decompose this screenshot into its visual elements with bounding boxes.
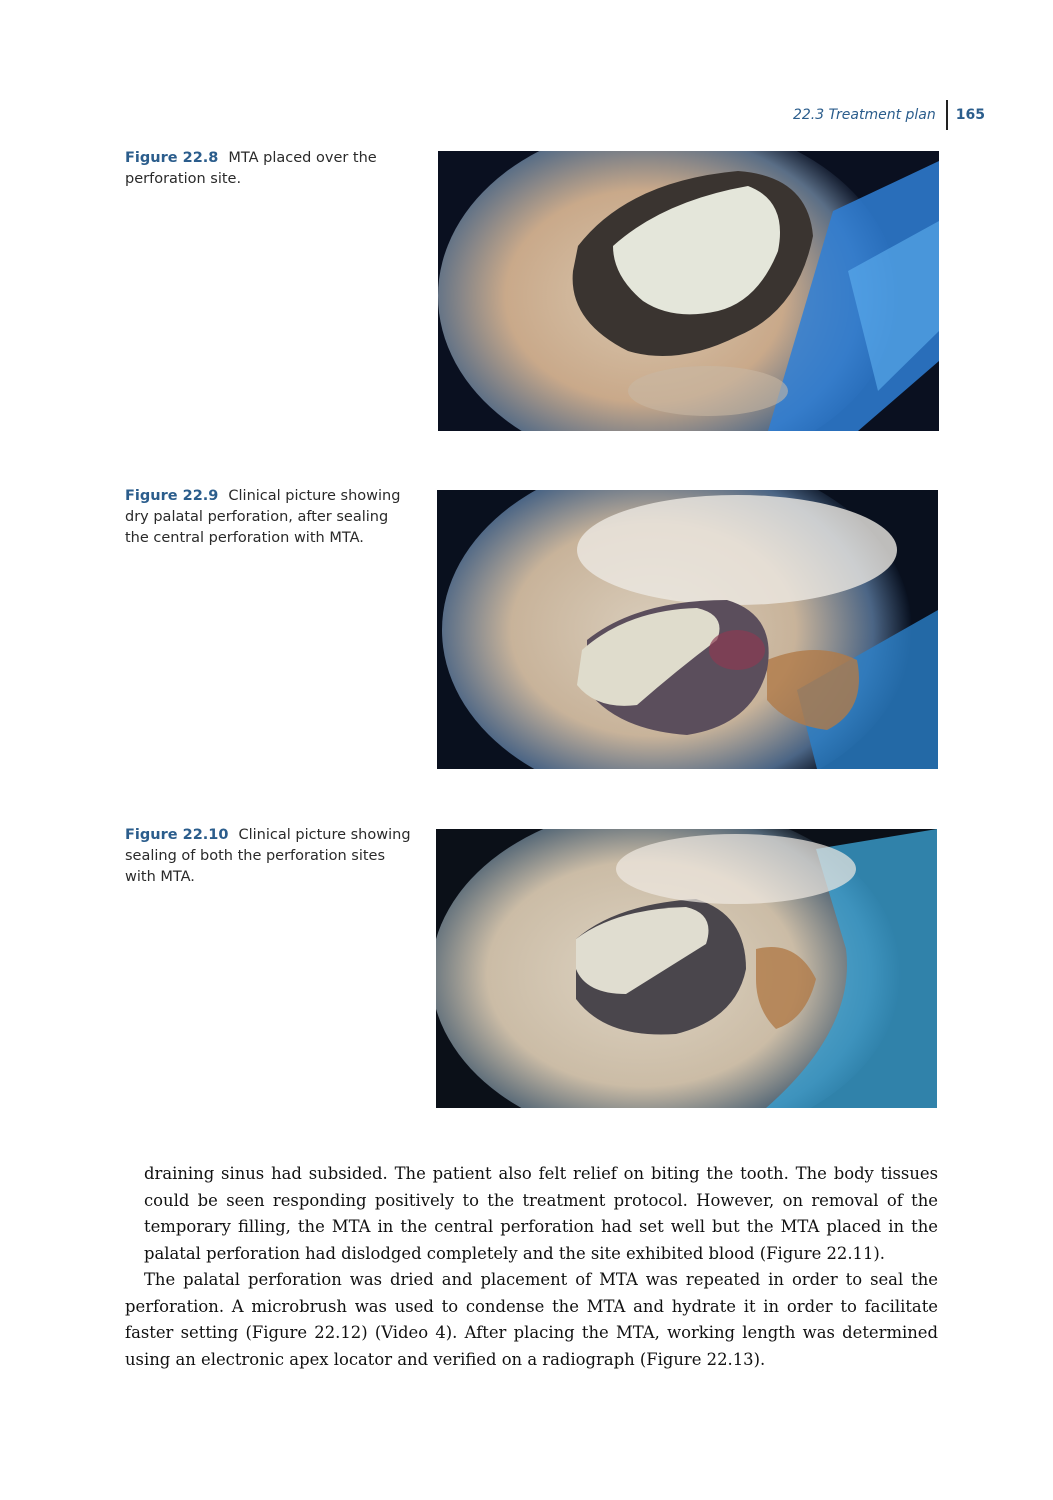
running-head	[793, 100, 985, 130]
figure-label: Figure 22.9	[125, 488, 219, 504]
body-text	[125, 1161, 938, 1373]
clinical-photo-graphic	[438, 151, 939, 431]
clinical-photo-graphic	[437, 490, 938, 769]
clinical-photo	[438, 151, 939, 431]
figure-caption	[125, 148, 415, 190]
caption-text: MTA placed over the perforation site.	[125, 150, 377, 187]
caption-text: Clinical picture showing dry palatal perforation, after sealing the central perforation with MTA.	[125, 488, 401, 546]
clinical-photo-graphic	[436, 829, 937, 1108]
paragraph: draining sinus had subsided. The patient also felt relief on biting the tooth. The body tissues could be seen responding positively to the treatment protocol. However, on removal of the temporary filling, the MTA in the central perforation had set well but the MTA placed in the palatal perforation had dislodged completely and the site exhibited blood (Figure 22.11).	[144, 1164, 938, 1263]
clinical-photo	[436, 829, 937, 1108]
figure-label: Figure 22.8	[125, 150, 219, 166]
header-divider	[946, 100, 948, 130]
caption-text: Clinical picture showing sealing of both the perforation sites with MTA.	[125, 827, 411, 885]
clinical-photo	[437, 490, 938, 769]
figure-caption	[125, 486, 415, 549]
page-number: 165	[955, 107, 985, 123]
section-title: 22.3 Treatment plan	[792, 107, 936, 123]
paragraph: The palatal perforation was dried and placement of MTA was repeated in order to seal the perforation. A microbrush was used to condense the MTA and hydrate it in order to facilitate faster setting (Figure 22.12) (Video 4). After placing the MTA, working length was determined using an electronic apex locator and verified on a radiograph (Figure 22.13).	[125, 1270, 938, 1369]
figure-caption	[125, 825, 415, 888]
figure-label: Figure 22.10	[125, 827, 229, 843]
